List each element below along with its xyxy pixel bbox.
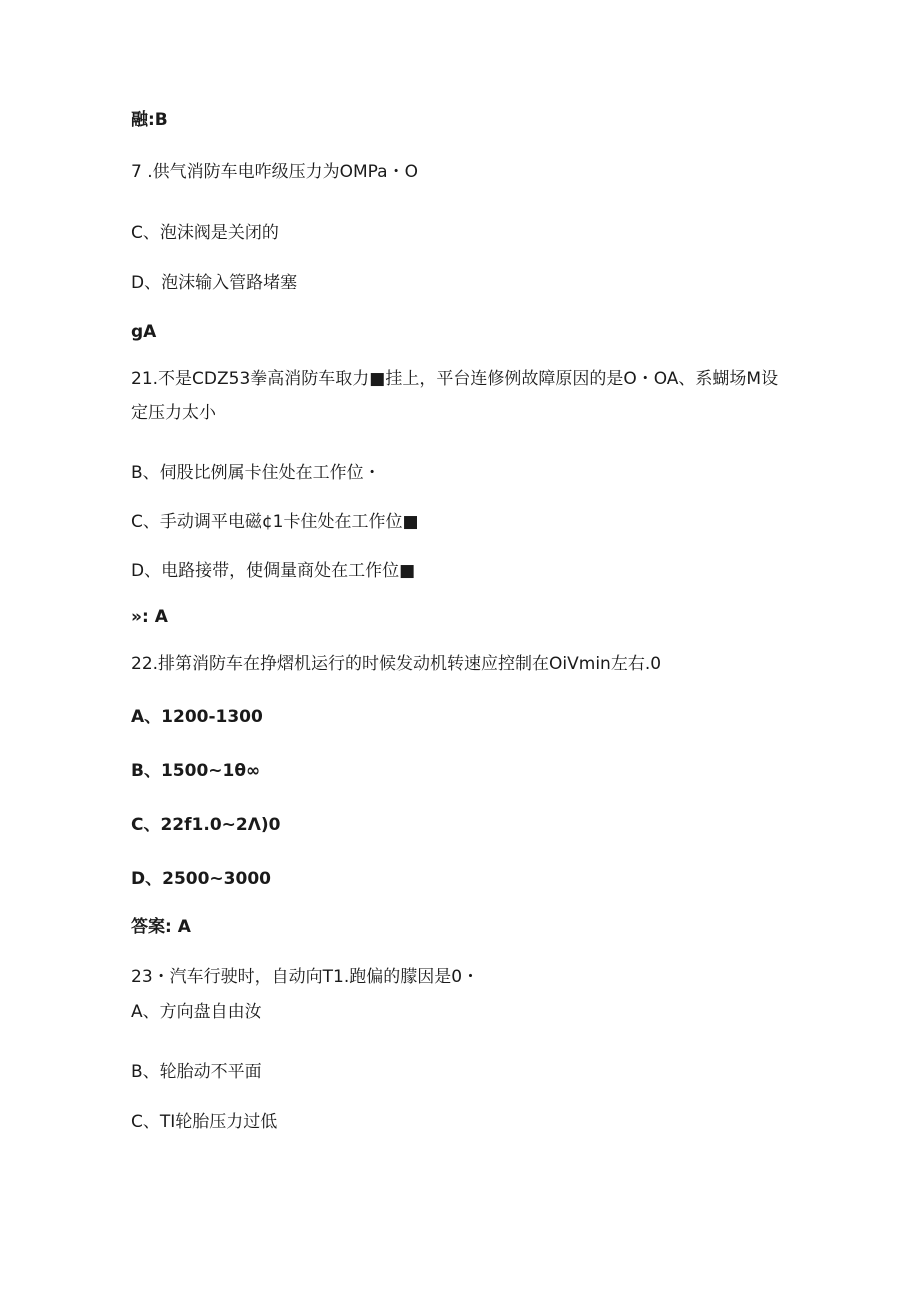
question-21-continued: 定压力太小 (131, 403, 216, 423)
option-a: A、方向盘自由汝 (131, 1002, 262, 1022)
option-b: B、1500~1θ∞ (131, 761, 261, 781)
option-b: B、轮胎动不平面 (131, 1062, 262, 1082)
answer-line: gA (131, 322, 157, 342)
option-c: C、泡沫阀是关闭的 (131, 223, 279, 243)
option-d: D、电路接带，使倜量商处在工作位■ (131, 561, 416, 581)
option-d: D、泡沫输入管路堵塞 (131, 273, 298, 293)
answer-line: 融:B (131, 110, 168, 130)
option-c: C、TI轮胎压力过低 (131, 1112, 278, 1132)
question-22: 22.排第消防车在挣熠机运行的时候发动机转速应控制在OiVmin左右.0 (131, 654, 662, 674)
option-c: C、手动调平电磁¢1卡住处在工作位■ (131, 512, 419, 532)
option-b: B、伺股比例属卡住处在工作位・ (131, 463, 381, 483)
option-a: A、1200-1300 (131, 707, 263, 727)
answer-line: »: A (131, 607, 168, 627)
answer-line: 答案: A (131, 917, 191, 937)
question-21: 21.不是CDZ53拳高消防车取力■挂上，平台连修例故障原因的是O・OA、系蝴场M设 (131, 369, 779, 389)
option-c: C、22f1.0~2Λ)0 (131, 815, 281, 835)
question-7: 7 .供气消防车电咋级压力为OMPa・O (131, 162, 418, 182)
option-d: D、2500~3000 (131, 869, 271, 889)
question-23: 23・汽车行驶时，自动向T1.跑偏的朦因是0・ (131, 967, 480, 987)
